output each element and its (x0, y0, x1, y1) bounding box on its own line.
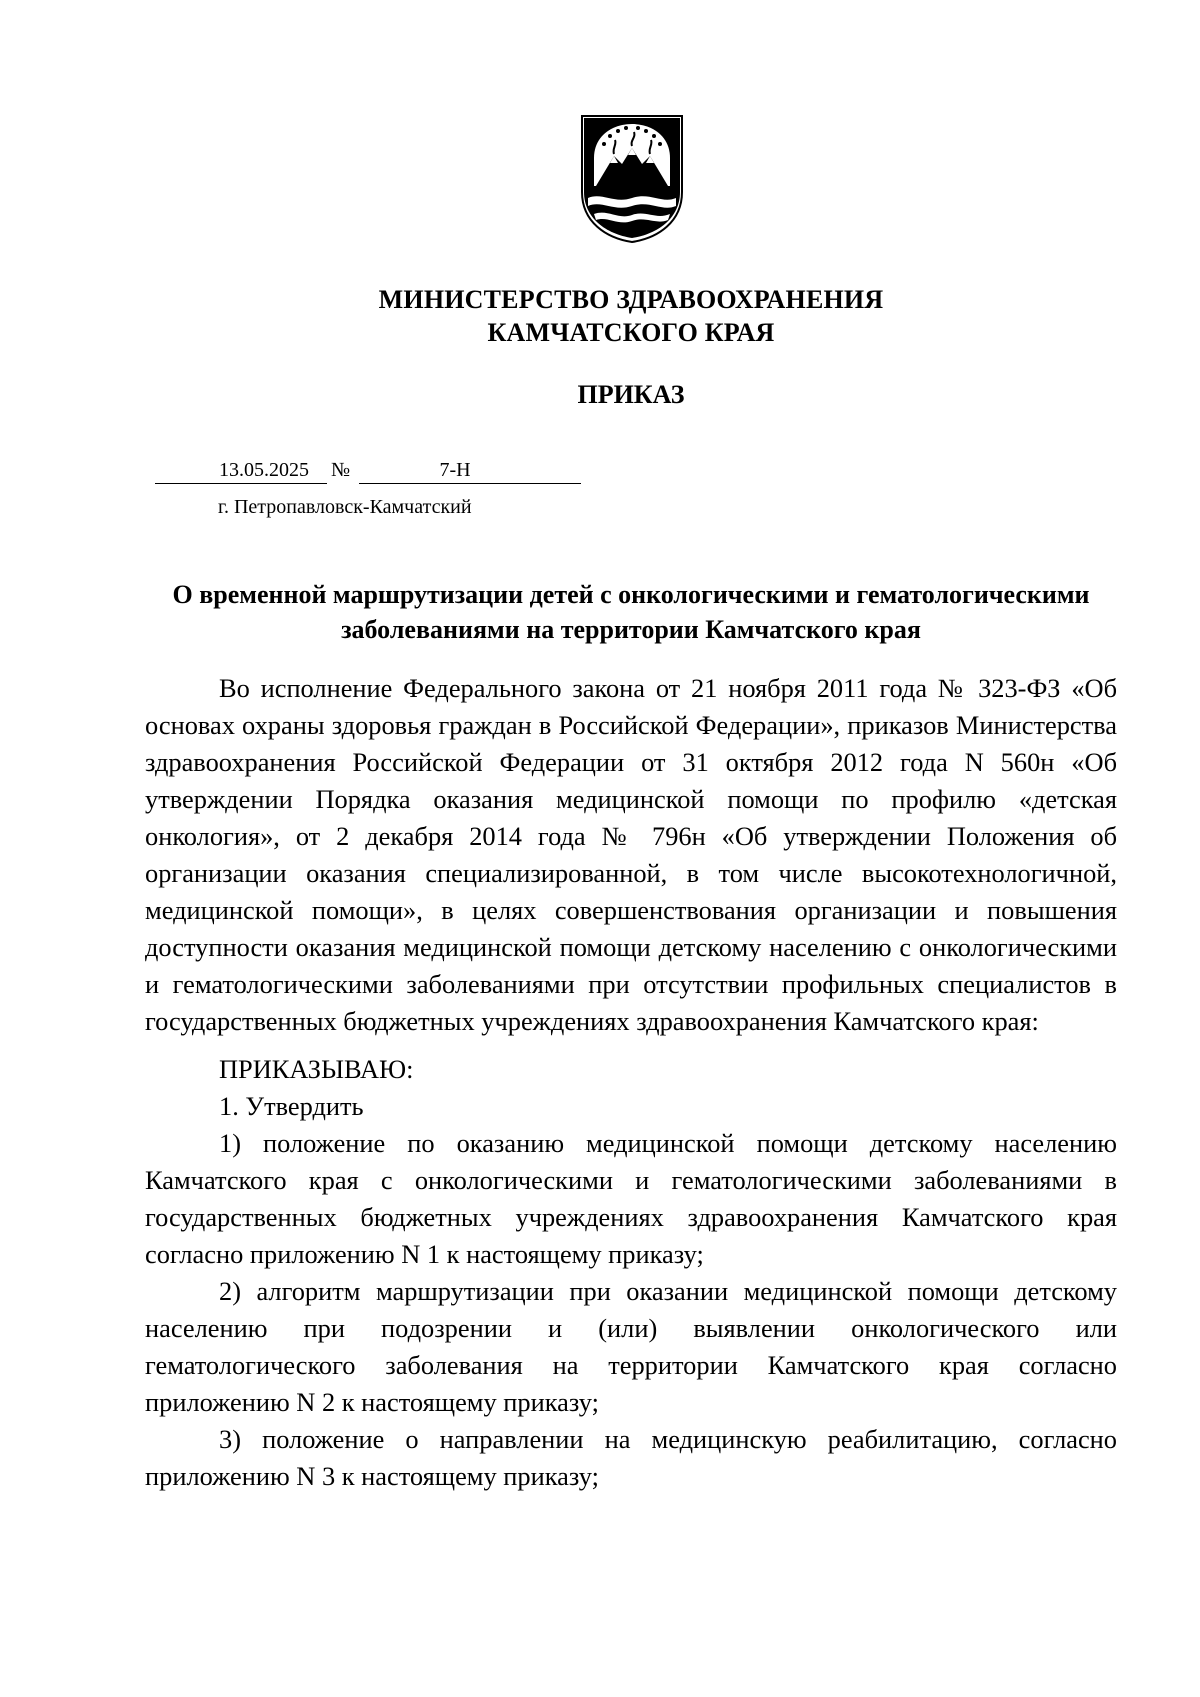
sub-item-3: 3) положение о направлении на медицинскую реабилитацию, согласно приложению N 3 к настоящему приказу; (145, 1424, 1117, 1491)
sub-item-1: 1) положение по оказанию медицинской помощи детскому населению Камчатского края с онкологическими и гематологическими заболеваниями в государственных бюджетных учреждениях здравоохранения Камчатского края согласно приложению N 1 к настоящему приказу; (145, 1128, 1117, 1269)
item-1: 1. Утвердить (219, 1091, 364, 1121)
coat-of-arms-emblem (580, 114, 684, 244)
ministry-name-line-1: МИНИСТЕРСТВО ЗДРАВООХРАНЕНИЯ (378, 285, 884, 314)
order-subject-heading: О временной маршрутизации детей с онкологическими и гематологическими заболеваниями на территории Камчатского края (172, 580, 1090, 644)
ministry-name-line-2: КАМЧАТСКОГО КРАЯ (487, 318, 775, 347)
order-date: 13.05.2025 (155, 457, 327, 484)
order-number: 7-Н (359, 457, 581, 484)
preamble-paragraph: Во исполнение Федерального закона от 21 ноября 2011 года № 323-ФЗ «Об основах охраны здоровья граждан в Российской Федерации», приказов Министерства здравоохранения Российской Федерации от 31 октября 2012 года N 560н «Об утверждении Порядка оказания медицинской помощи по профилю «детская онкология», от 2 декабря 2014 года № 796н «Об утверждении Положения об организации оказания специализированной, в том числе высокотехнологичной, медицинской помощи», в целях совершенствования организации и повышения доступности оказания медицинской помощи детскому населению с онкологическими и гематологическими заболеваниями при отсутствии профильных специалистов в государственных бюджетных учреждениях здравоохранения Камчатского края: (145, 673, 1117, 1036)
sub-item-2: 2) алгоритм маршрутизации при оказании медицинской помощи детскому населению при подозрении и (или) выявлении онкологического или гематологического заболевания на территории Камчатского края согласно приложению N 2 к настоящему приказу; (145, 1276, 1117, 1417)
number-sign: № (331, 459, 351, 481)
order-word: ПРИКАЗЫВАЮ: (219, 1054, 414, 1084)
ministry-name (0, 283, 1200, 349)
order-body (145, 670, 1117, 1495)
issue-city: г. Петропавловск-Камчатский (218, 496, 472, 518)
document-type-title: ПРИКАЗ (577, 380, 685, 409)
kamchatka-coat-of-arms-icon (580, 114, 684, 244)
